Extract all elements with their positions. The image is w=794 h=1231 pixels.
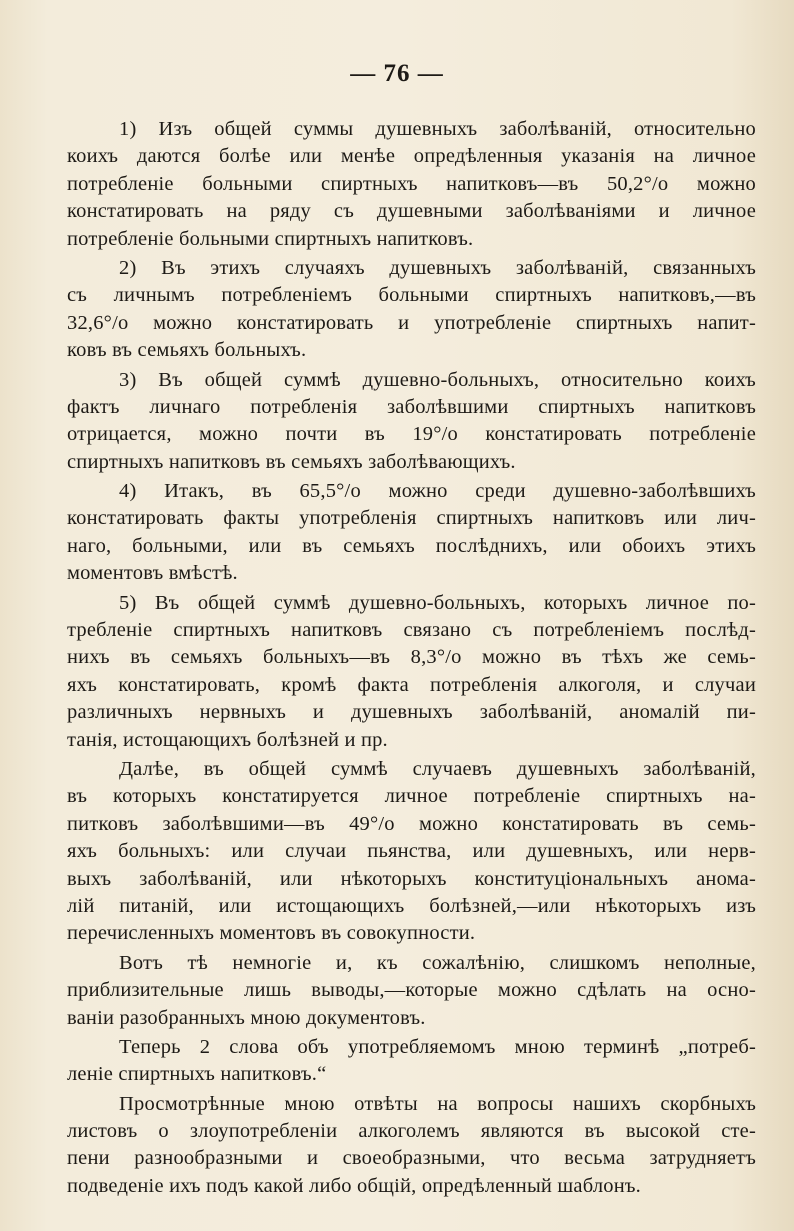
text-line: Вотъ тѣ немногіе и, къ сожалѣнію, слишкомъ неполные, (119, 951, 756, 974)
text-line: Просмотрѣнные мною отвѣты на вопросы нашихъ скорбныхъ (119, 1092, 756, 1115)
page-number: — 76 — (350, 60, 444, 87)
text-line: ваніи разобранныхъ мною документовъ. (67, 1006, 426, 1029)
text-line: ковъ въ семьяхъ больныхъ. (67, 339, 307, 362)
text-line: приблизительные лишь выводы,—которые можно сдѣлать на осно- (67, 979, 756, 1002)
paragraph (67, 1034, 756, 1089)
text-line: 1) Изъ общей суммы душевныхъ заболѣваній, относительно (119, 118, 756, 140)
text-line: подведеніе ихъ подъ какой либо общій, опредѣленный шаблонъ. (67, 1174, 641, 1197)
paragraph (67, 950, 756, 1032)
text-line: потребленіе больными спиртныхъ напитковъ—въ 50,2°/о можно (67, 172, 756, 195)
paragraph (67, 590, 756, 754)
paragraph (67, 255, 756, 365)
text-line: 3) Въ общей суммѣ душевно-больныхъ, относительно коихъ (119, 368, 756, 391)
paragraph (67, 116, 756, 253)
text-line: нихъ въ семьяхъ больныхъ—въ 8,3°/о можно въ тѣхъ же семь- (67, 646, 756, 669)
text-line: лій питаній, или истощающихъ болѣзней,—или нѣкоторыхъ изъ (67, 894, 756, 917)
text-line: потребленіе больными спиртныхъ напитковъ. (67, 227, 474, 250)
text-line: листовъ о злоупотребленіи алкоголемъ являются въ высокой сте- (67, 1120, 756, 1143)
paragraph (67, 478, 756, 588)
text-line: съ личнымъ потребленіемъ больными спиртныхъ напитковъ,—въ (67, 284, 756, 307)
text-line: констатировать факты употребленія спиртныхъ напитковъ или лич- (67, 507, 756, 530)
paragraph (67, 367, 756, 477)
text-line: наго, больными, или въ семьяхъ послѣднихъ, или обоихъ этихъ (67, 534, 756, 557)
text-line: 2) Въ этихъ случаяхъ душевныхъ заболѣваній, связанныхъ (119, 256, 756, 279)
text-line: Теперь 2 слова объ употребляемомъ мною терминѣ „потреб- (119, 1035, 756, 1058)
text-line: выхъ заболѣваній, или нѣкоторыхъ конституціональныхъ анома- (67, 867, 756, 890)
text-line: фактъ личнаго потребленія заболѣвшими спиртныхъ напитковъ (67, 395, 756, 418)
text-line: коихъ даются болѣе или менѣе опредѣленныя указанія на личное (67, 145, 756, 168)
text-line: 4) Итакъ, въ 65,5°/о можно среди душевно-заболѣвшихъ (119, 480, 756, 503)
paragraph (67, 756, 756, 948)
page-body (67, 116, 756, 1200)
text-line: требленіе спиртныхъ напитковъ связано съ потребленіемъ послѣд- (67, 619, 756, 642)
text-line: отрицается, можно почти въ 19°/о констатировать потребленіе (67, 423, 756, 446)
text-line: спиртныхъ напитковъ въ семьяхъ заболѣвающихъ. (67, 450, 516, 473)
text-line: яхъ констатировать, кромѣ факта потребленія алкоголя, и случаи (67, 673, 756, 696)
text-line: яхъ больныхъ: или случаи пьянства, или душевныхъ, или нерв- (67, 840, 756, 863)
text-line: различныхъ нервныхъ и душевныхъ заболѣваній, аномалій пи- (67, 701, 756, 724)
paragraph (67, 1091, 756, 1201)
text-line: леніе спиртныхъ напитковъ.“ (67, 1063, 327, 1086)
text-line: Далѣе, въ общей суммѣ случаевъ душевныхъ заболѣваній, (119, 757, 756, 780)
text-line: въ которыхъ констатируется личное потребленіе спиртныхъ на- (67, 785, 756, 808)
text-line: пени разнообразными и своеобразными, что весьма затрудняетъ (67, 1147, 756, 1170)
text-line: 5) Въ общей суммѣ душевно-больныхъ, которыхъ личное по- (119, 591, 756, 614)
text-line: 32,6°/о можно констатировать и употребленіе спиртныхъ напит- (67, 311, 756, 334)
text-line: танія, истощающихъ болѣзней и пр. (67, 728, 388, 751)
text-line: перечисленныхъ моментовъ въ совокупности. (67, 922, 476, 945)
text-line: моментовъ вмѣстѣ. (67, 562, 238, 585)
text-line: констатировать на ряду съ душевными заболѣваніями и личное (67, 200, 756, 223)
text-line: питковъ заболѣвшими—въ 49°/о можно констатировать въ семь- (67, 812, 756, 835)
